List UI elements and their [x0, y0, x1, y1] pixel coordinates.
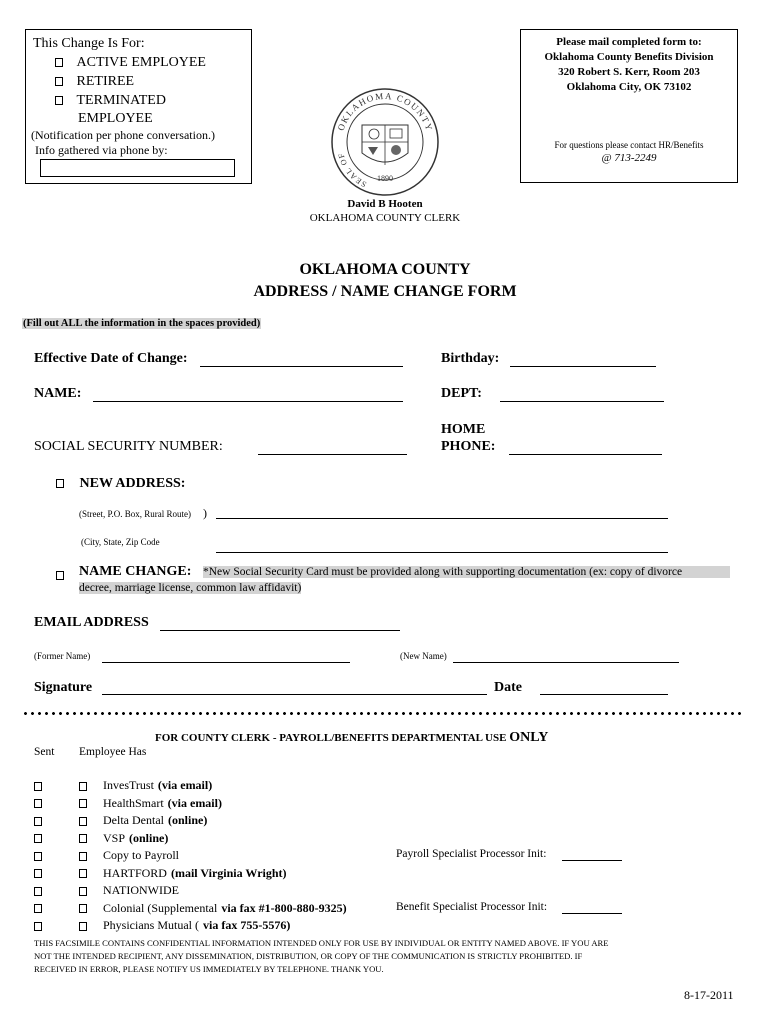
employee-has-checkbox[interactable] — [79, 869, 87, 878]
option-retiree[interactable]: RETIREE — [55, 74, 134, 90]
ssn-field[interactable] — [258, 454, 407, 455]
ssn-label: SOCIAL SECURITY NUMBER: — [34, 439, 223, 454]
street-field[interactable] — [216, 518, 668, 519]
sent-checkbox[interactable] — [34, 887, 42, 896]
col-sent: Sent — [34, 746, 55, 758]
benefit-item-name: HealthSmart — [103, 795, 164, 810]
benefit-item-row — [34, 918, 290, 933]
city-label: (City, State, Zip Code — [81, 537, 160, 547]
city-field[interactable] — [216, 552, 668, 553]
option-employee-label: EMPLOYEE — [78, 111, 153, 126]
employee-has-checkbox[interactable] — [79, 799, 87, 808]
benefit-item-row — [34, 778, 212, 793]
benefit-item-name: HARTFORD — [103, 865, 167, 880]
sent-checkbox[interactable] — [34, 904, 42, 913]
new-name-label: (New Name) — [400, 651, 447, 661]
benefit-item-note: (online) — [129, 830, 169, 845]
new-address-checkbox[interactable] — [56, 479, 64, 488]
dotted-separator — [22, 711, 742, 716]
sent-checkbox[interactable] — [34, 869, 42, 878]
form-title-county: OKLAHOMA COUNTY — [299, 261, 471, 278]
info-phone-field[interactable] — [40, 159, 235, 177]
new-name-field[interactable] — [453, 662, 679, 663]
benefit-item-name: Copy to Payroll — [103, 848, 180, 862]
benefit-item-name: Delta Dental — [103, 813, 164, 827]
name-field[interactable] — [93, 401, 403, 402]
checkbox[interactable] — [55, 77, 63, 86]
benefit-init-label: Benefit Specialist Processor Init: — [396, 901, 548, 913]
seal-left-text: SEAL OF — [336, 151, 369, 189]
employee-has-checkbox[interactable] — [79, 817, 87, 826]
effective-date-field[interactable] — [200, 366, 403, 367]
benefit-item-row — [34, 831, 168, 846]
date-label: Date — [494, 680, 522, 695]
benefit-item-name: Physicians Mutual ( — [103, 918, 199, 932]
phone-label: PHONE: — [441, 439, 496, 454]
notification-text: (Notification per phone conversation.) — [31, 128, 215, 142]
option-active-employee[interactable]: ACTIVE EMPLOYEE — [55, 55, 206, 71]
change-box-title: This Change Is For: — [33, 36, 145, 51]
sent-checkbox[interactable] — [34, 852, 42, 861]
info-phone-text: Info gathered via phone by: — [35, 143, 168, 157]
revision-date: 8-17-2011 — [684, 988, 734, 1002]
home-label: HOME — [441, 422, 486, 437]
mail-line-1: Please mail completed form to: — [556, 36, 702, 48]
clerk-title: OKLAHOMA COUNTY CLERK — [309, 212, 461, 224]
employee-has-checkbox[interactable] — [79, 834, 87, 843]
mail-line-2: Oklahoma County Benefits Division — [544, 51, 714, 63]
benefit-item-note: (online) — [167, 813, 208, 827]
disclaimer-line-1: THIS FACSIMILE CONTAINS CONFIDENTIAL INFORMATION INTENDED ONLY FOR USE BY INDIVIDUAL OR ENTITY NAMED ABOVE. IF YOU ARE — [34, 938, 609, 948]
checkbox[interactable] — [55, 96, 63, 105]
benefit-item-name: InvesTrust — [103, 778, 154, 792]
benefit-item-row — [34, 901, 347, 916]
clerk-name: David B Hooten — [347, 198, 423, 210]
form-title: ADDRESS / NAME CHANGE FORM — [253, 283, 517, 300]
email-field[interactable] — [160, 630, 400, 631]
disclaimer-line-3: RECEIVED IN ERROR, PLEASE NOTIFY US IMMEDIATELY BY TELEPHONE. THANK YOU. — [34, 964, 384, 974]
benefit-item-row — [34, 813, 207, 828]
office-use-heading: FOR COUNTY CLERK - PAYROLL/BENEFITS DEPARTMENTAL USE ONLY — [155, 730, 549, 745]
benefit-item-name: VSP — [103, 830, 126, 845]
benefit-item-note: via fax 755-5576) — [203, 918, 291, 932]
sent-checkbox[interactable] — [34, 834, 42, 843]
mail-line-3: 320 Robert S. Kerr, Room 203 — [558, 66, 700, 78]
benefit-item-row — [34, 796, 222, 811]
signature-label: Signature — [34, 680, 93, 695]
birthday-field[interactable] — [510, 366, 656, 367]
email-label: EMAIL ADDRESS — [34, 615, 149, 630]
birthday-label: Birthday: — [441, 351, 500, 366]
employee-has-checkbox[interactable] — [79, 782, 87, 791]
checkbox[interactable] — [55, 58, 63, 67]
employee-has-checkbox[interactable] — [79, 887, 87, 896]
benefit-init-field[interactable] — [562, 913, 622, 914]
employee-has-checkbox[interactable] — [79, 922, 87, 931]
effective-date-label: Effective Date of Change: — [34, 351, 188, 366]
street-paren: ) — [203, 506, 207, 520]
former-name-field[interactable] — [102, 662, 350, 663]
street-label: (Street, P.O. Box, Rural Route) — [79, 509, 191, 519]
benefit-item-row — [34, 848, 183, 863]
benefit-item-row — [34, 883, 183, 898]
option-terminated[interactable]: TERMINATED — [55, 93, 166, 109]
benefit-item-name: Colonial (Supplemental — [103, 900, 218, 915]
benefit-item-note: via fax #1-800-880-9325) — [221, 900, 347, 915]
name-label: NAME: — [34, 386, 82, 401]
name-change-checkbox[interactable] — [56, 571, 64, 580]
benefit-item-row — [34, 866, 287, 881]
fill-instruction: (Fill out ALL the information in the spaces provided) — [23, 318, 261, 329]
hr-phone: @ 713-2249 — [601, 152, 657, 164]
sent-checkbox[interactable] — [34, 782, 42, 791]
name-change-option[interactable] — [56, 566, 64, 584]
questions-text: For questions please contact HR/Benefits — [554, 140, 704, 150]
benefit-item-note: (via email) — [157, 778, 213, 792]
col-employee-has: Employee Has — [79, 746, 147, 758]
name-change-note: *New Social Security Card must be provided along with supporting documentation (ex: copy of divorce — [203, 566, 730, 578]
employee-has-checkbox[interactable] — [79, 852, 87, 861]
dept-field[interactable] — [500, 401, 664, 402]
home-phone-field[interactable] — [509, 454, 662, 455]
county-seal — [330, 87, 440, 197]
sent-checkbox[interactable] — [34, 817, 42, 826]
disclaimer-line-2: NOT THE INTENDED RECIPIENT, ANY DISSEMINATION, DISTRIBUTION, OR COPY OF THE COMMUNICATION IS STRICTLY PROHIBITED. IF — [34, 951, 583, 961]
sent-checkbox[interactable] — [34, 922, 42, 931]
payroll-init-label: Payroll Specialist Processor Init: — [396, 848, 547, 860]
dept-label: DEPT: — [441, 386, 482, 401]
payroll-init-field[interactable] — [562, 860, 622, 861]
seal-top-text: OKLAHOMA COUNTY — [335, 90, 435, 133]
sent-checkbox[interactable] — [34, 799, 42, 808]
signature-field[interactable] — [102, 694, 487, 695]
former-name-label: (Former Name) — [34, 651, 91, 661]
name-change-label: NAME CHANGE: — [79, 564, 192, 579]
employee-has-checkbox[interactable] — [79, 904, 87, 913]
benefit-item-note: (via email) — [167, 795, 222, 810]
mail-line-4: Oklahoma City, OK 73102 — [566, 81, 692, 93]
benefit-item-note: (mail Virginia Wright) — [170, 865, 287, 880]
benefit-item-name: NATIONWIDE — [103, 883, 179, 897]
seal-year: 1890 — [377, 174, 393, 183]
name-change-note-2: decree, marriage license, common law affidavit) — [79, 582, 302, 594]
date-field[interactable] — [540, 694, 668, 695]
new-address-option[interactable]: NEW ADDRESS: — [56, 476, 185, 492]
